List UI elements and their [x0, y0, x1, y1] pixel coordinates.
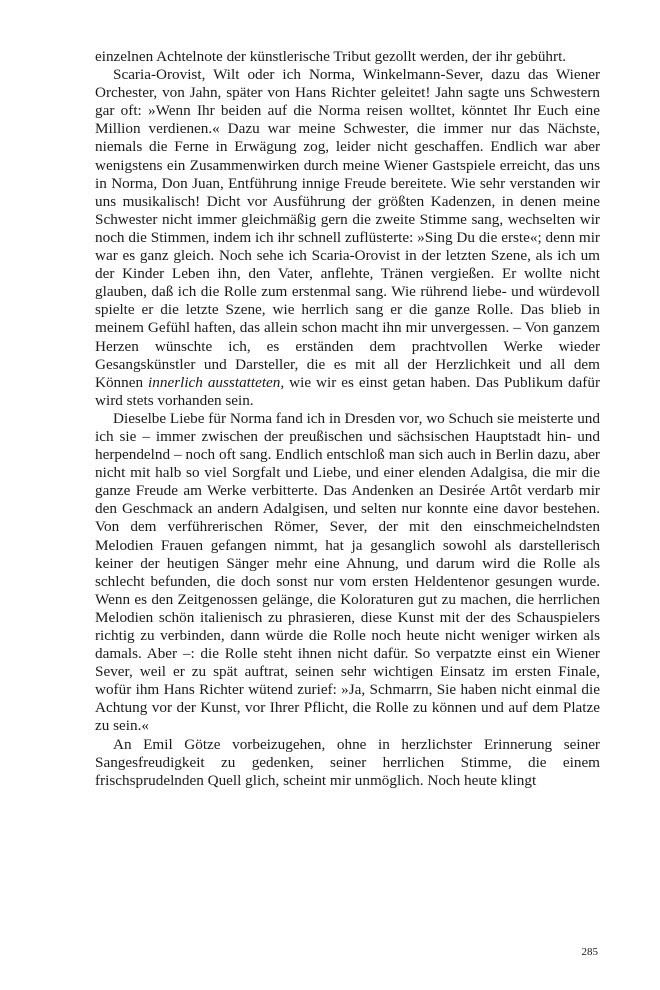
text-block [95, 48, 600, 790]
paragraph-text: Scaria-Orovist, Wilt oder ich Norma, Winkelmann-Sever, dazu das Wiener Orchester, von Jahn, später von Hans Richter geleitet! Jahn sagte uns Schwestern gar oft: »Wenn Ihr beiden auf die Norma reisen wolltet, könntet Ihr Euch eine Million verdienen.« Dazu war meine Schwester, die immer nur das Nächste, niemals die Ferne in Erwägung zog, leider nicht geschaffen. Endlich war aber wenigstens ein Zusammenwirken durch meine Wiener Gastspiele erreicht, das uns in Norma, Don Juan, Entführung innige Freude bereitete. Wie sehr verstanden wir uns musikalisch! Dicht vor Ausführung der größten Kadenzen, in denen meine Schwester nicht immer gleichmäßig gern die zweite Stimme sang, wechselten wir noch die Stimmen, indem ich ihr schnell zuflüsterte: »Sing Du die erste«; denn mir war es ganz gleich. Noch sehe ich Scaria-Orovist in der letzten Szene, als ich um der Kinder Leben ihn, den Vater, anflehte, Tränen vergießen. Er wollte nicht glauben, daß ich die Rolle zum erstenmal sang. Wie rührend liebe- und würdevoll spielte er die letzte Szene, wie herrlich sang er die ganze Rolle. Das blieb in meinem Gefühl haften, das allein schon macht ihn mir unvergessen. – Von ganzem Herzen wünschte ich, es erständen dem prachtvollen Werke wieder Gesangskünstler und Darsteller, die es mit all der Herzlichkeit und all dem Können [95, 66, 600, 391]
paragraph-emil-goetze: An Emil Götze vorbeizugehen, ohne in herzlichster Erinnerung seiner Sangesfreudigkeit zu gedenken, seiner herrlichen Stimme, die einem frischsprudelnden Quell glich, scheint mir unmöglich. Noch heute klingt [95, 735, 600, 789]
paragraph-continuation: einzelnen Achtelnote der künstlerische Tribut gezollt werden, der ihr gebührt. [95, 48, 567, 65]
paragraph-scaria-orovist [95, 66, 600, 410]
paragraph-norma-dresden: Dieselbe Liebe für Norma fand ich in Dresden vor, wo Schuch sie meisterte und ich sie – immer zwischen der preußischen und sächsischen Hauptstadt hin- und herpendelnd – noch oft sang. Endlich entschloß man sich auch in Berlin dazu, aber nicht mit halb so viel Sorgfalt und Liebe, und einer elenden Adalgisa, die mir die ganze Freude am Werke verbitterte. Das Andenken an Desirée Artôt verdarb mir den Geschmack an andern Adalgisen, und selten nur konnte eine davor bestehen. Von dem verführerischen Römer, Sever, der mit den einschmeichelndsten Melodien Frauen gefangen nimmt, hat ja gesanglich sowohl als darstellerisch keiner der heutigen Sänger mehr eine Ahnung, und darum wird die Rolle als schlecht befunden, die doch sonst nur vom ersten Heldentenor gesungen wurde. Wenn es den Zeitgenossen gelänge, die Koloraturen gut zu machen, die herrlichen Melodien schön italienisch zu phrasieren, diese Kunst mit der des Schauspielers richtig zu verbinden, dann würde die Rolle noch heute nicht weniger wirken als damals. Aber –: die Rolle steht ihnen nicht dafür. So verpatzte einst ein Wiener Sever, weil er zu spät auftrat, seinen sehr wichtigen Einsatz im ersten Finale, wofür ihm Hans Richter wütend zurief: »Ja, Schmarrn, Sie haben nicht einmal die Achtung vor der Kunst, vor Ihrer Pflicht, die Rolle zu können und auf dem Platze zu sein.« [95, 409, 600, 735]
paragraph-text: wie wir es einst getan haben. Das Publikum dafür wird stets vorhanden sein. [95, 373, 601, 409]
italic-phrase: innerlich ausstatteten, [148, 373, 285, 391]
page-number: 285 [581, 946, 598, 958]
